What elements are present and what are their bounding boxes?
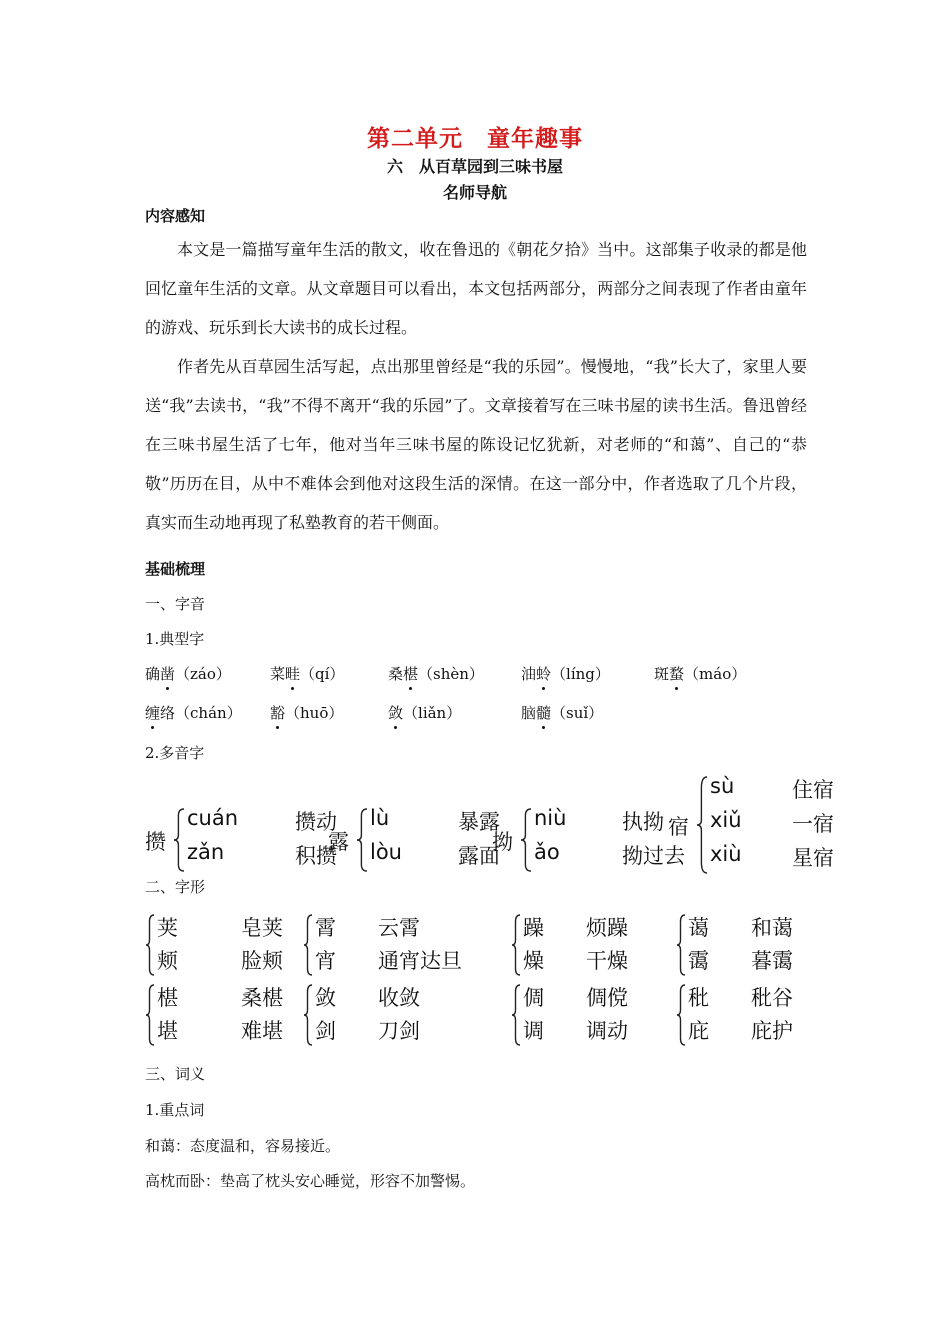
- key-words-label: 1.重点词: [145, 1101, 205, 1119]
- glyph-word: 皂荚: [241, 916, 283, 940]
- poly-pinyin: xiǔ: [710, 808, 742, 832]
- brace-mark: [511, 984, 521, 1046]
- item-char: 桑: [388, 665, 404, 683]
- brace-mark: [356, 808, 368, 872]
- glyph-char: 调: [523, 1019, 544, 1043]
- item-pinyin: （máo）: [684, 665, 747, 683]
- item-pinyin: （qí）: [300, 665, 345, 683]
- glyph-word: 烦躁: [586, 916, 628, 940]
- heading-glyph: 二、字形: [145, 878, 206, 896]
- brace-mark: [520, 808, 532, 872]
- poly-row: [710, 842, 834, 870]
- definition-entry: 和蔼：态度温和，容易接近。: [145, 1137, 341, 1155]
- glyph-row: [523, 1015, 628, 1045]
- item-pinyin: （chán）: [175, 704, 242, 722]
- item-char: 斑: [654, 665, 670, 683]
- glyph-row: [157, 945, 283, 975]
- item-char-dotted: 凿: [160, 665, 176, 683]
- perception-paragraphs: [145, 230, 807, 542]
- poly-word: 拗过去: [622, 844, 685, 868]
- glyph-word: 调动: [586, 1019, 628, 1043]
- glyph-word: 通宵达旦: [378, 949, 462, 973]
- poly-pinyin: ǎo: [534, 840, 560, 864]
- poly-chars-label: 2.多音字: [145, 744, 205, 762]
- item-char: 络: [160, 704, 176, 722]
- glyph-char: 剑: [315, 1019, 336, 1043]
- brace-mark: [696, 776, 708, 874]
- brace-mark: [173, 808, 185, 872]
- poly-char: 宿: [668, 815, 689, 839]
- poly-pinyin: zǎn: [187, 840, 225, 864]
- poly-pinyin: sù: [710, 774, 735, 798]
- item-char-dotted: 缠: [145, 704, 161, 722]
- glyph-word: 桑椹: [241, 986, 283, 1010]
- pronunciation-item: [388, 663, 484, 684]
- poly-row: [710, 808, 834, 836]
- glyph-word: 秕谷: [751, 986, 793, 1010]
- glyph-word: 收敛: [378, 986, 420, 1010]
- pronunciation-item: [654, 663, 746, 684]
- poly-row: [710, 774, 834, 802]
- lesson-title: 六 从百草园到三味书屋: [386, 157, 563, 176]
- brace-mark: [303, 984, 313, 1046]
- pronunciation-item: [145, 663, 231, 684]
- poly-pinyin: xiù: [710, 842, 742, 866]
- poly-row: [534, 840, 685, 868]
- glyph-word: 云霄: [378, 916, 420, 940]
- item-char: 确: [145, 665, 161, 683]
- glyph-word: 干燥: [586, 949, 628, 973]
- glyph-word: 庇护: [751, 1019, 793, 1043]
- poly-row: [187, 806, 337, 834]
- glyph-row: [315, 982, 420, 1012]
- glyph-char: 庇: [688, 1019, 709, 1043]
- glyph-row: [315, 1015, 420, 1045]
- item-char: 脑: [521, 704, 537, 722]
- item-char-dotted: 豁: [270, 704, 286, 722]
- item-char-dotted: 敛: [388, 704, 404, 722]
- typical-chars-label: 1.典型字: [145, 630, 205, 648]
- brace-mark: [676, 914, 686, 976]
- item-char-dotted: 畦: [285, 665, 301, 683]
- glyph-char: 敛: [315, 986, 336, 1010]
- glyph-word: 脸颊: [241, 949, 283, 973]
- poly-word: 攒动: [295, 810, 337, 834]
- heading-meaning: 三、词义: [145, 1065, 206, 1083]
- poly-row: [370, 806, 500, 834]
- poly-word: 露面: [458, 844, 500, 868]
- item-pinyin: （shèn）: [418, 665, 484, 683]
- glyph-word: 难堪: [241, 1019, 283, 1043]
- glyph-row: [315, 945, 462, 975]
- item-pinyin: （záo）: [175, 665, 231, 683]
- glyph-row: [157, 982, 283, 1012]
- glyph-char: 倜: [523, 986, 544, 1010]
- poly-word: 一宿: [792, 812, 834, 836]
- item-char: 油: [521, 665, 537, 683]
- glyph-char: 堪: [157, 1019, 178, 1043]
- poly-pinyin: niù: [534, 806, 567, 830]
- poly-char: 拗: [492, 830, 513, 854]
- poly-char: 攒: [145, 830, 166, 854]
- poly-word: 住宿: [792, 778, 834, 802]
- pronunciation-item: [388, 702, 461, 723]
- glyph-word: 刀剑: [378, 1019, 420, 1043]
- brace-mark: [303, 914, 313, 976]
- poly-char: 露: [328, 830, 349, 854]
- poly-word: 积攒: [295, 844, 337, 868]
- glyph-row: [523, 982, 628, 1012]
- perception-paragraph-1: 本文是一篇描写童年生活的散文，收在鲁迅的《朝花夕拾》当中。这部集子收录的都是他回忆童年生活的文章。从文章题目可以看出，本文包括两部分，两部分之间表现了作者由童年的游戏、玩乐到长大读书的成长过程。: [145, 240, 807, 337]
- item-pinyin: （suǐ）: [551, 704, 604, 722]
- poly-pinyin: cuán: [187, 806, 239, 830]
- glyph-row: [157, 912, 283, 942]
- brace-mark: [145, 984, 155, 1046]
- glyph-row: [157, 1015, 283, 1045]
- glyph-row: [523, 945, 628, 975]
- glyph-word: 暮霭: [751, 949, 793, 973]
- glyph-char: 躁: [523, 916, 544, 940]
- pronunciation-item: [521, 663, 610, 684]
- glyph-char: 燥: [523, 949, 544, 973]
- unit-title: 第二单元 童年趣事: [367, 126, 583, 152]
- pronunciation-item: [145, 702, 242, 723]
- brace-mark: [676, 984, 686, 1046]
- glyph-word: 倜傥: [586, 986, 628, 1010]
- glyph-char: 霭: [688, 949, 709, 973]
- item-pinyin: （huō）: [285, 704, 344, 722]
- section-title: 名师导航: [442, 183, 507, 202]
- pronunciation-item: [521, 702, 603, 723]
- glyph-char: 荚: [157, 916, 178, 940]
- brace-mark: [145, 914, 155, 976]
- pronunciation-item: [270, 663, 344, 684]
- item-char: 菜: [270, 665, 286, 683]
- glyph-char: 颊: [157, 949, 178, 973]
- glyph-char: 霄: [315, 916, 336, 940]
- poly-word: 执拗: [622, 810, 664, 834]
- item-pinyin: （líng）: [551, 665, 610, 683]
- glyph-row: [688, 945, 793, 975]
- glyph-word: 和蔼: [751, 916, 793, 940]
- glyph-char: 椹: [157, 986, 178, 1010]
- perception-paragraph-2: 作者先从百草园生活写起，点出那里曾经是“我的乐园”。慢慢地，“我”长大了，家里人要送“我”去读书，“我”不得不离开“我的乐园”了。文章接着写在三味书屋的读书生活。鲁迅曾经在三味书屋生活了七年，他对当年三味书屋的陈设记忆犹新，对老师的“和蔼”、自己的“恭敬”历历在目，从中不难体会到他对这段生活的深情。在这一部分中，作者选取了几个片段，真实而生动地再现了私塾教育的若干侧面。: [145, 357, 807, 532]
- item-char-dotted: 蝥: [669, 665, 685, 683]
- heading-basics: 基础梳理: [145, 560, 206, 578]
- brace-mark: [511, 914, 521, 976]
- poly-word: 暴露: [458, 810, 500, 834]
- poly-pinyin: lòu: [370, 840, 402, 864]
- poly-row: [370, 840, 500, 868]
- glyph-row: [523, 912, 628, 942]
- poly-row: [187, 840, 337, 868]
- poly-row: [534, 806, 664, 834]
- poly-word: 星宿: [792, 846, 834, 870]
- heading-content-perception: 内容感知: [145, 207, 206, 225]
- item-char-dotted: 髓: [536, 704, 552, 722]
- glyph-char: 秕: [688, 986, 709, 1010]
- glyph-row: [688, 982, 793, 1012]
- glyph-row: [688, 1015, 793, 1045]
- poly-pinyin: lù: [370, 806, 390, 830]
- pronunciation-item: [270, 702, 343, 723]
- glyph-char: 宵: [315, 949, 336, 973]
- item-char-dotted: 椹: [403, 665, 419, 683]
- item-char-dotted: 蛉: [536, 665, 552, 683]
- glyph-char: 蔼: [688, 916, 709, 940]
- item-pinyin: （liǎn）: [403, 704, 462, 722]
- glyph-row: [688, 912, 793, 942]
- definition-entry: 高枕而卧：垫高了枕头安心睡觉，形容不加警惕。: [145, 1172, 476, 1190]
- glyph-row: [315, 912, 420, 942]
- heading-pronunciation: 一、字音: [145, 595, 206, 613]
